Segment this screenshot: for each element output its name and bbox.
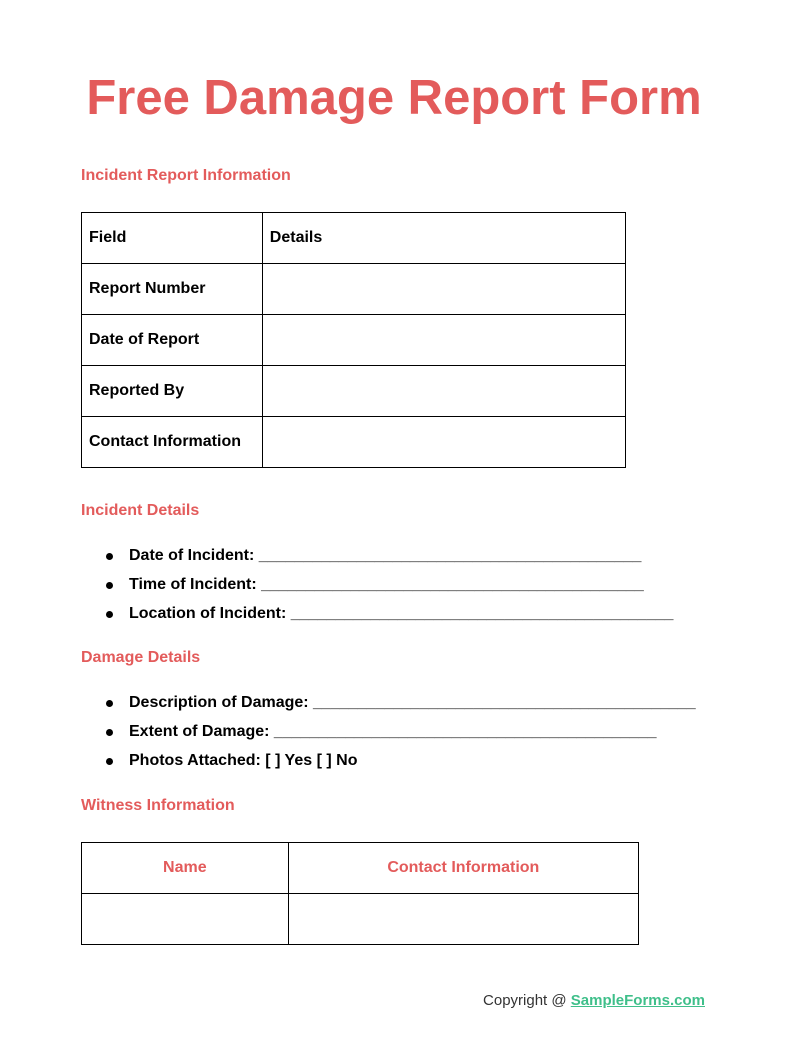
incident-report-heading: Incident Report Information (81, 167, 291, 184)
table-row (82, 264, 626, 315)
bullet-icon (106, 729, 113, 736)
table-row (82, 366, 626, 417)
bullet-icon (106, 582, 113, 589)
row-value-contact-information[interactable] (262, 417, 625, 468)
header-details: Details (262, 213, 625, 264)
bullet-icon (106, 553, 113, 560)
damage-details-list (106, 693, 696, 780)
list-item-text: Date of Incident: ___________________________________________ (129, 547, 642, 564)
table-header-row (82, 843, 639, 894)
incident-details-list (106, 546, 673, 633)
row-label-date-of-report: Date of Report (82, 315, 263, 366)
row-value-report-number[interactable] (262, 264, 625, 315)
list-item-text: Location of Incident: ___________________________________________ (129, 605, 674, 622)
row-value-date-of-report[interactable] (262, 315, 625, 366)
witness-information-heading: Witness Information (81, 797, 235, 814)
list-item-text: Photos Attached: [ ] Yes [ ] No (129, 752, 358, 769)
row-label-reported-by: Reported By (82, 366, 263, 417)
table-row (82, 417, 626, 468)
witness-table (81, 842, 639, 945)
damage-details-heading: Damage Details (81, 649, 201, 666)
incident-details-heading: Incident Details (81, 502, 200, 519)
list-item-extent-of-damage (106, 722, 696, 751)
bullet-icon (106, 611, 113, 618)
list-item-text: Description of Damage: ___________________________________________ (129, 694, 696, 711)
list-item-description-of-damage (106, 693, 696, 722)
list-item-date-of-incident (106, 546, 673, 575)
page-title: Free Damage Report Form (86, 71, 702, 125)
brand-link[interactable]: SampleForms.com (570, 992, 705, 1009)
list-item-location-of-incident (106, 604, 673, 633)
header-field: Field (82, 213, 263, 264)
bullet-icon (106, 700, 113, 707)
header-contact-information: Contact Information (288, 843, 638, 894)
row-label-contact-information: Contact Information (82, 417, 263, 468)
row-label-report-number: Report Number (82, 264, 263, 315)
list-item-photos-attached (106, 751, 696, 780)
copyright-text: Copyright @ (483, 992, 571, 1009)
list-item-text: Time of Incident: ___________________________________________ (129, 576, 644, 593)
witness-contact-cell[interactable] (288, 894, 638, 945)
table-row (82, 315, 626, 366)
row-value-reported-by[interactable] (262, 366, 625, 417)
header-name: Name (82, 843, 289, 894)
incident-report-table (81, 212, 626, 468)
footer-copyright (483, 991, 705, 1011)
table-row (82, 894, 639, 945)
witness-name-cell[interactable] (82, 894, 289, 945)
list-item-time-of-incident (106, 575, 673, 604)
list-item-text: Extent of Damage: ___________________________________________ (129, 723, 657, 740)
bullet-icon (106, 758, 113, 765)
table-header-row (82, 213, 626, 264)
